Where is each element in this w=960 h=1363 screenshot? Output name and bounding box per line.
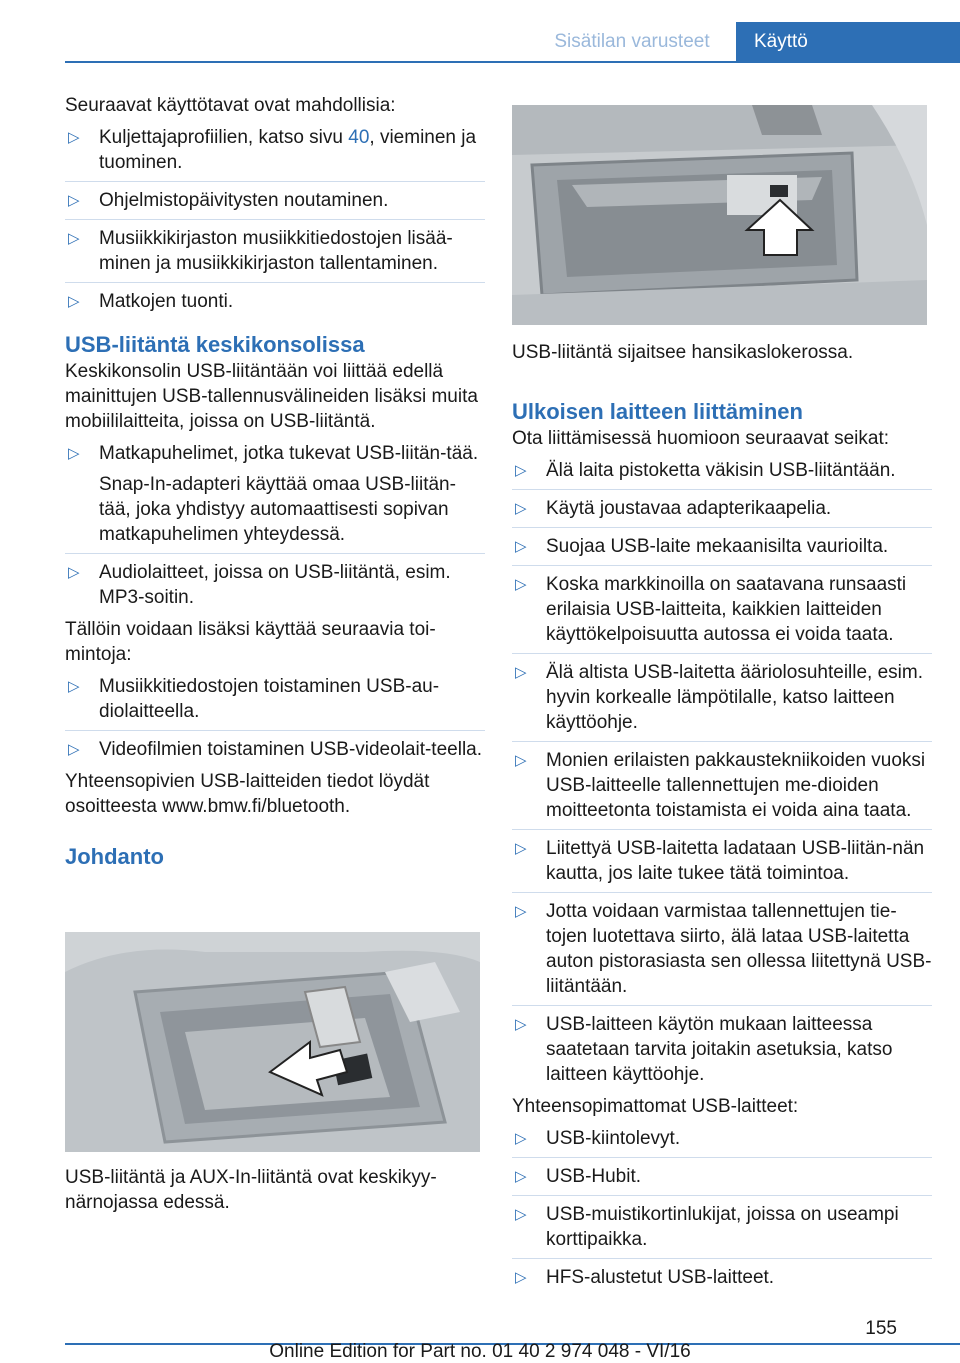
bullet-triangle-icon: ▷: [515, 1016, 527, 1033]
use-0-pre: Kuljettajaprofiilien, katso sivu: [99, 127, 349, 148]
bullet-triangle-icon: ▷: [515, 1269, 527, 1286]
bullet-triangle-icon: ▷: [515, 1168, 527, 1185]
edition-line: Online Edition for Part no. 01 40 2 974 048 - VI/16: [269, 1341, 691, 1362]
divider: [512, 1195, 932, 1196]
right-column: [512, 340, 932, 1290]
rule-6-text: Liitettyä USB-laitetta ladataan USB-liitän-nän kautta, jos laite tukee tätä toimintoa.: [546, 838, 925, 884]
divider: [512, 565, 932, 566]
bullet-triangle-icon: ▷: [68, 230, 80, 247]
use-1-text: Ohjelmistopäivitysten noutaminen.: [99, 190, 389, 211]
bullet-triangle-icon: ▷: [68, 445, 80, 462]
use-2-text: Musiikkikirjaston musiikkitiedostojen lisää-minen ja musiikkikirjaston tallentaminen.: [99, 228, 453, 274]
rule-8-text: USB-laitteen käytön mukaan laitteessa saatetaan tarvita joitakin asetuksia, katso laitteen käyttöohje.: [546, 1014, 893, 1085]
list-item: [512, 1265, 932, 1290]
center-console-photo: [65, 932, 480, 1152]
rule-5-text: Monien erilaisten pakkaustekniikoiden vuoksi USB-laitteelle tallennettujen me-dioiden moitteetonta toistamista ei voida aina taata.: [546, 750, 926, 821]
divider: [512, 741, 932, 742]
list-item: [512, 836, 932, 886]
bullet-triangle-icon: ▷: [515, 903, 527, 920]
bullet-triangle-icon: ▷: [68, 564, 80, 581]
bullet-triangle-icon: ▷: [515, 1206, 527, 1223]
rule-2-text: Suojaa USB-laite mekaanisilta vaurioilta.: [546, 536, 889, 557]
page-link[interactable]: 40: [348, 127, 370, 148]
header-rule: [65, 61, 960, 63]
list-item: [512, 1202, 932, 1252]
incompat-2-text: USB-muistikortinlukijat, joissa on useampi korttipaikka.: [546, 1204, 899, 1250]
divider: [512, 1258, 932, 1259]
glovebox-photo: [512, 105, 927, 325]
device-0-text: Matkapuhelimet, jotka tukevat USB-liitän-tää.: [99, 443, 479, 464]
bullet-triangle-icon: ▷: [68, 192, 80, 209]
list-item: [512, 572, 932, 647]
list-item: [512, 1164, 932, 1189]
incompat-1-text: USB-Hubit.: [546, 1166, 642, 1187]
bullet-triangle-icon: ▷: [515, 576, 527, 593]
use-3-text: Matkojen tuonti.: [99, 291, 234, 312]
list-item: [65, 737, 485, 762]
bullet-triangle-icon: ▷: [68, 741, 80, 758]
incompat-label: Yhteensopimattomat USB-laitteet:: [512, 1096, 799, 1117]
divider: [65, 553, 485, 554]
divider: [512, 527, 932, 528]
divider: [512, 489, 932, 490]
list-item: [65, 674, 485, 724]
use-0-post: , vieminen ja tuominen.: [99, 127, 477, 173]
page-number: 155: [865, 1318, 897, 1339]
bullet-triangle-icon: ▷: [68, 129, 80, 146]
list-item: [65, 441, 485, 547]
divider: [65, 730, 485, 731]
bullet-triangle-icon: ▷: [515, 462, 527, 479]
uses-intro: Seuraavat käyttötavat ovat mahdollisia:: [65, 95, 396, 116]
incompat-3-text: HFS-alustetut USB-laitteet.: [546, 1267, 775, 1288]
glovebox-photo-caption: USB-liitäntä sijaitsee hansikaslokerossa.: [512, 342, 854, 363]
then-text: Tällöin voidaan lisäksi käyttää seuraavia toi-mintoja:: [65, 619, 436, 665]
device-1-text: Audiolaitteet, joissa on USB-liitäntä, esim. MP3-soitin.: [99, 562, 451, 608]
divider: [512, 653, 932, 654]
rule-4-text: Älä altista USB-laitetta ääriolosuhteille, esim. hyvin korkealle lämpötilalle, katso laitteen käyttöohje.: [546, 662, 924, 733]
list-item: [512, 660, 932, 735]
list-item: [512, 1012, 932, 1087]
connect-heading: Ulkoisen laitteen liittäminen: [512, 399, 803, 424]
rule-1-text: Käytä joustavaa adapterikaapelia.: [546, 498, 832, 519]
bullet-triangle-icon: ▷: [515, 500, 527, 517]
connect-intro: Ota liittämisessä huomioon seuraavat seikat:: [512, 428, 890, 449]
console-photo-caption: USB-liitäntä ja AUX-In-liitäntä ovat keskikyy-närnojassa edessä.: [65, 1167, 437, 1213]
usb-console-heading: USB-liitäntä keskikonsolissa: [65, 332, 365, 357]
rule-7-text: Jotta voidaan varmistaa tallennettujen tie-tojen luotettava siirto, älä lataa USB-laitetta auton pistorasiasta sen ollessa liitettynä USB-liitäntään.: [546, 901, 932, 997]
bullet-triangle-icon: ▷: [515, 840, 527, 857]
left-column: [65, 93, 485, 871]
list-item: [512, 1126, 932, 1151]
divider: [65, 181, 485, 182]
rule-3-text: Koska markkinoilla on saatavana runsaasti erilaisia USB-laitteita, kaikkien laitteiden käyttökelpoisuutta autossa ei voida taata.: [546, 574, 907, 645]
left-photo-caption-wrap: [65, 1165, 485, 1215]
bullet-triangle-icon: ▷: [68, 678, 80, 695]
divider: [512, 1157, 932, 1158]
bullet-triangle-icon: ▷: [515, 664, 527, 681]
function-0-text: Musiikkitiedostojen toistaminen USB-au-diolaitteella.: [99, 676, 440, 722]
list-item: [65, 125, 485, 175]
list-item: [512, 496, 932, 521]
divider: [512, 1005, 932, 1006]
intro-heading: Johdanto: [65, 844, 164, 869]
header-section-tab: Sisätilan varusteet: [554, 31, 710, 52]
list-item: [512, 748, 932, 823]
divider: [512, 829, 932, 830]
list-item: [512, 899, 932, 999]
list-item: [65, 226, 485, 276]
center-console-illustration: [65, 932, 480, 1152]
divider: [512, 892, 932, 893]
bullet-triangle-icon: ▷: [68, 293, 80, 310]
compat-text: Yhteensopivien USB-laitteiden tiedot löydät osoitteesta www.bmw.fi/bluetooth.: [65, 771, 430, 817]
header-chapter-tab: Käyttö: [736, 22, 960, 62]
list-item: [65, 188, 485, 213]
divider: [65, 219, 485, 220]
rule-0-text: Älä laita pistoketta väkisin USB-liitäntään.: [546, 460, 896, 481]
function-1-text: Videofilmien toistaminen USB-videolait-teella.: [99, 739, 483, 760]
bullet-triangle-icon: ▷: [515, 752, 527, 769]
list-item: [512, 458, 932, 483]
device-0-sub: Snap-In-adapteri käyttää omaa USB-liitän-tää, joka yhdistyy automaattisesti sopivan matkapuhelimen yhteydessä.: [99, 474, 456, 545]
list-item: [65, 560, 485, 610]
list-item: [65, 289, 485, 314]
glovebox-illustration: [512, 105, 927, 325]
list-item: [512, 534, 932, 559]
usb-console-text: Keskikonsolin USB-liitäntään voi liittää edellä mainittujen USB-tallennusvälineiden lisäksi muita mobiililaitteita, joissa on USB-liitäntä.: [65, 361, 478, 432]
incompat-0-text: USB-kiintolevyt.: [546, 1128, 681, 1149]
bullet-triangle-icon: ▷: [515, 1130, 527, 1147]
divider: [65, 282, 485, 283]
bullet-triangle-icon: ▷: [515, 538, 527, 555]
